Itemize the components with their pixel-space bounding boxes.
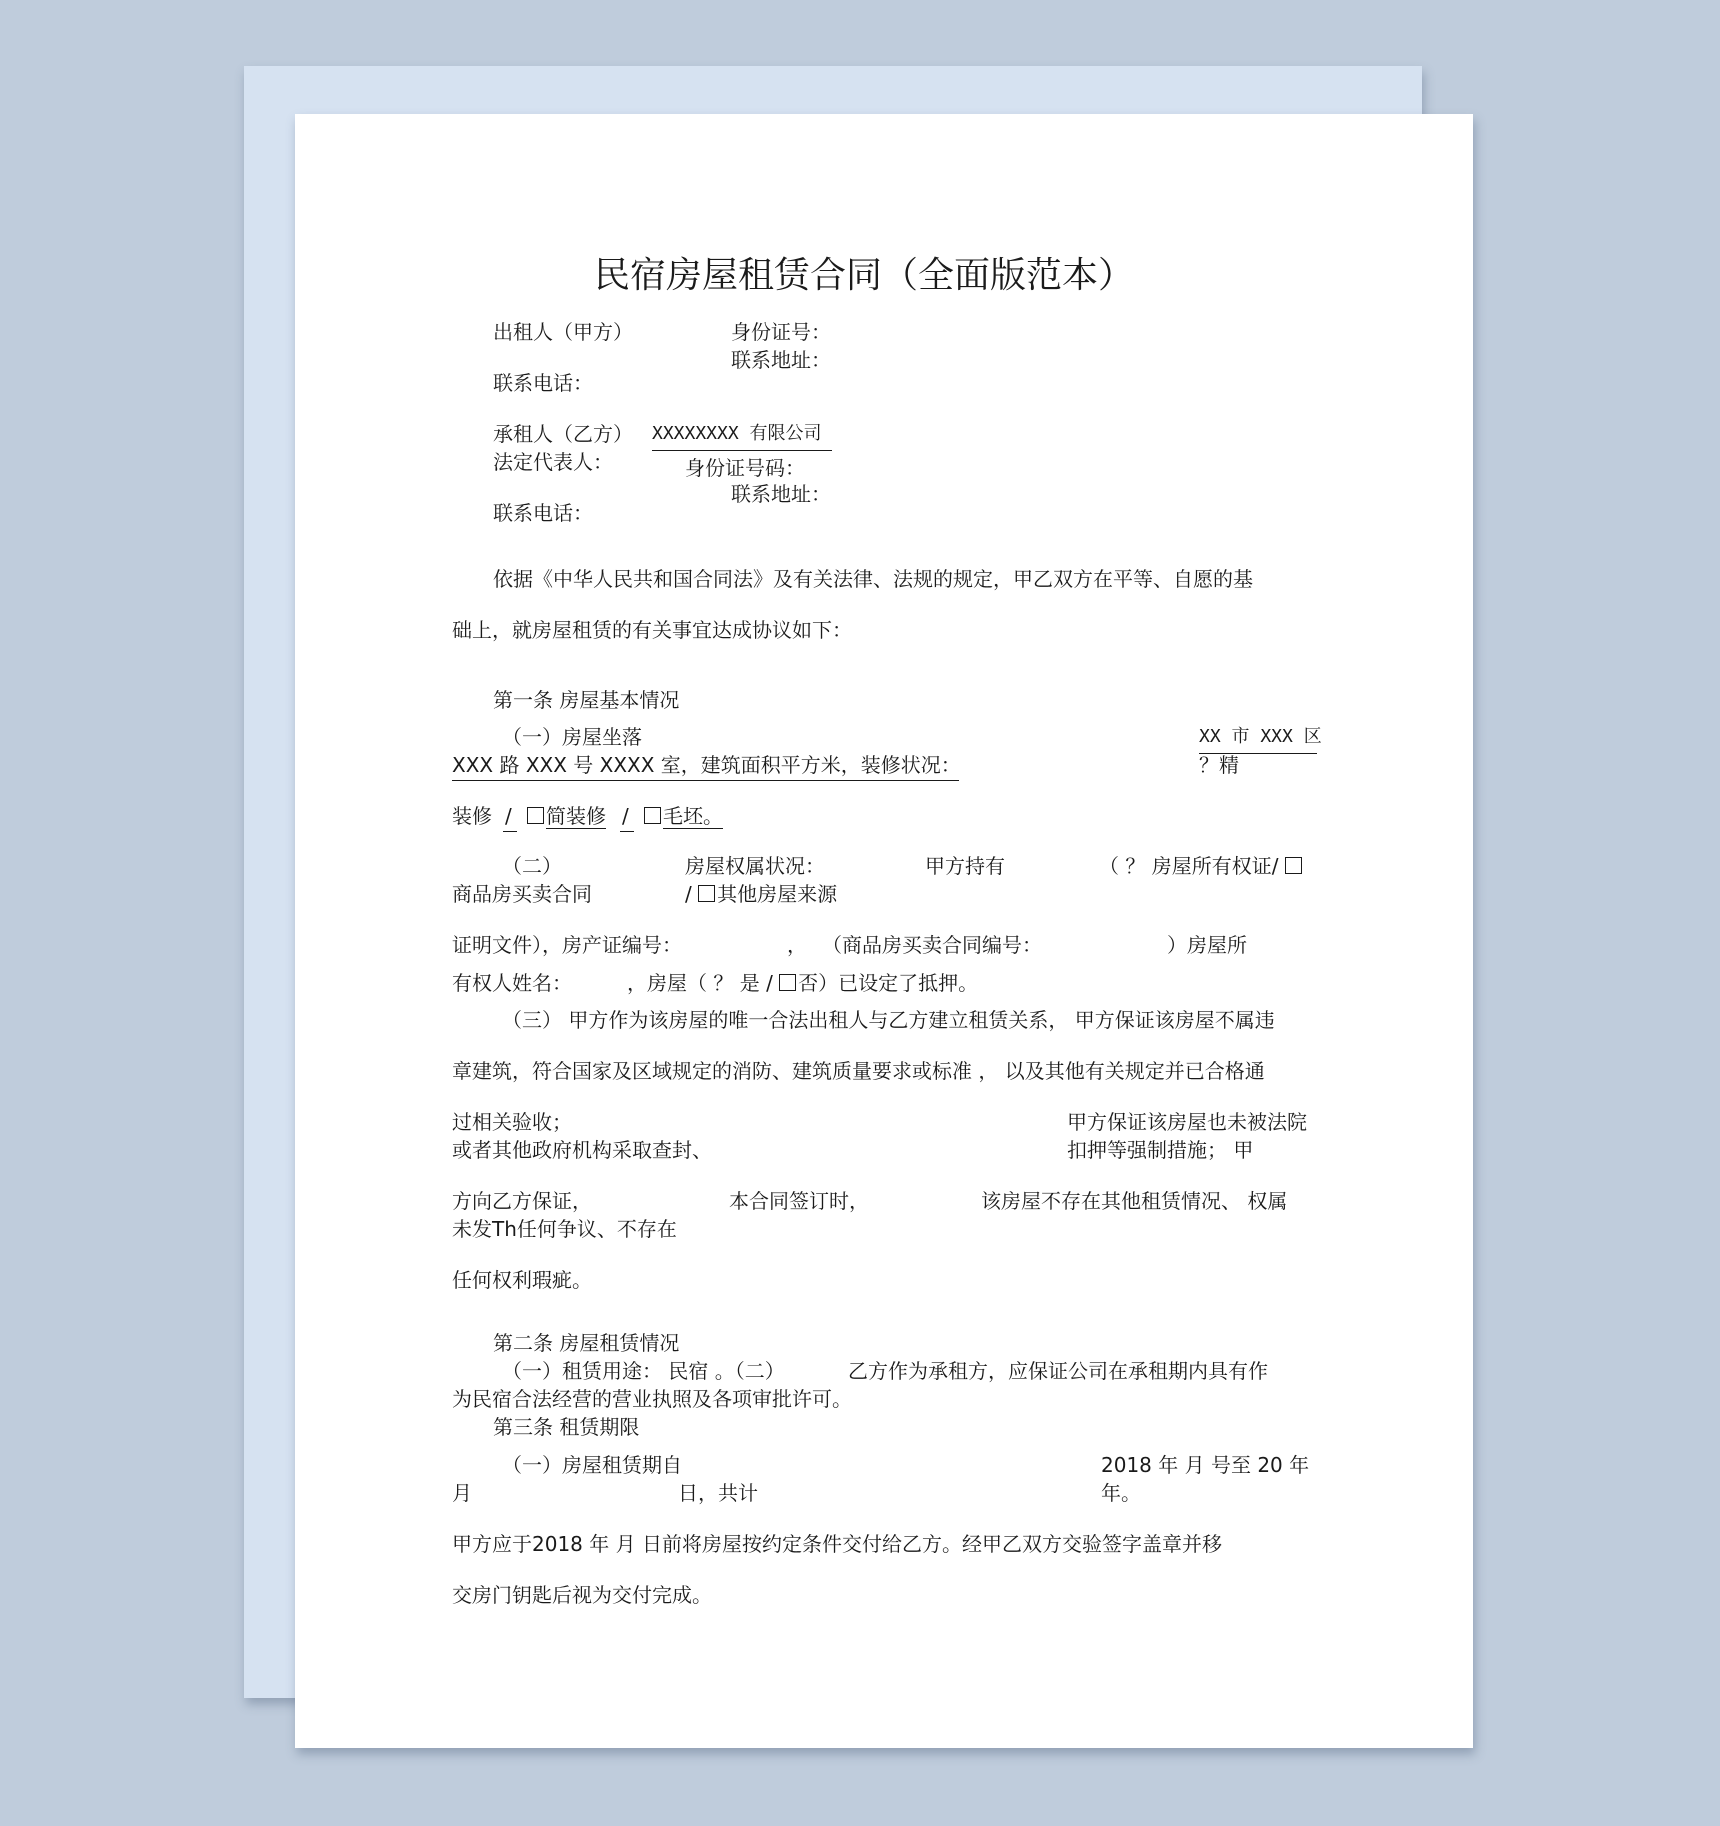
party-a-label: 出租人（甲方） [493, 320, 633, 344]
checkbox-icon [698, 885, 715, 902]
company-underline [652, 450, 832, 451]
article-2-heading: 第二条 房屋租赁情况 [493, 1331, 680, 1355]
art1-s3-line1: （三） 甲方作为该房屋的唯一合法出租人与乙方建立租赁关系， 甲方保证该房屋不属违 [502, 1008, 1275, 1032]
article-1-heading: 第一条 房屋基本情况 [493, 688, 680, 712]
art1-s2-line4b: ，房屋（ ？ 是 / 否）已设定了抵押。 [627, 971, 979, 995]
art1-s2-line3d: ）房屋所 [1167, 933, 1247, 957]
slash: / [505, 804, 512, 828]
art2-line1b: 乙方作为承租方，应保证公司在承租期内具有作 [848, 1359, 1268, 1383]
checkbox-icon [527, 807, 544, 824]
party-b-phone-label: 联系电话： [493, 501, 593, 525]
blank-underline [503, 831, 517, 832]
art1-s3-line6: 未发Th任何争议、不存在 [452, 1217, 677, 1241]
art1-s2-label: 房屋权属状况： [685, 854, 825, 878]
art1-s3-line5a: 方向乙方保证， [452, 1189, 592, 1213]
party-a-phone-label: 联系电话： [493, 371, 593, 395]
art3-line3: 甲方应于2018 年 月 日前将房屋按约定条件交付给乙方。经甲乙双方交验签字盖章并移 [452, 1532, 1222, 1556]
art3-s1e: 年。 [1101, 1481, 1141, 1505]
party-b-id-label: 身份证号码： [685, 456, 805, 480]
art1-s3-line3b: 甲方保证该房屋也未被法院 [1067, 1110, 1307, 1134]
slash: / [622, 804, 629, 828]
art3-s1c: 月 [452, 1481, 472, 1505]
art2-line2: 为民宿合法经营的营业执照及各项审批许可。 [452, 1387, 852, 1411]
art1-s2-line2b: / 其他房屋来源 [685, 882, 838, 906]
art1-s1-line2: XXX 路 XXX 号 XXXX 室，建筑面积平方米，装修状况： [452, 753, 961, 777]
art1-s2-num: （二） [502, 854, 562, 878]
art1-s2-holder: 甲方持有 [925, 854, 1005, 878]
blank-underline [620, 831, 634, 832]
art1-s2-line2a: 商品房买卖合同 [452, 882, 592, 906]
party-a-id-label: 身份证号： [731, 320, 831, 344]
art1-s3-line7: 任何权利瑕疵。 [452, 1268, 592, 1292]
checkbox-icon [779, 974, 796, 991]
art1-s1-q: ？精 [1199, 753, 1239, 777]
checkbox-icon [1285, 857, 1302, 874]
art1-s3-line5c: 该房屋不存在其他租赁情况、 权属 [981, 1189, 1288, 1213]
art1-s2-line3c: （商品房买卖合同编号： [822, 933, 1042, 957]
art1-s3-line4b: 扣押等强制措施； 甲 [1067, 1138, 1254, 1162]
party-b-label: 承租人（乙方） [493, 422, 633, 446]
article-3-heading: 第三条 租赁期限 [493, 1415, 640, 1439]
checkbox-icon [644, 807, 661, 824]
document-title: 民宿房屋租赁合同（全面版范本） [594, 255, 1135, 296]
option-rough: 毛坯。 [644, 803, 723, 829]
art3-line4: 交房门钥匙后视为交付完成。 [452, 1583, 712, 1607]
art1-s3-line4a: 或者其他政府机构采取查封、 [452, 1138, 712, 1162]
art2-line1a: （一）租赁用途： 民宿 。（二） [502, 1359, 785, 1383]
art3-s1d: 日，共计 [678, 1481, 758, 1505]
art1-s1-location: XX 市 XXX 区 [1199, 726, 1322, 747]
preamble-line-1: 依据《中华人民共和国合同法》及有关法律、法规的规定，甲乙双方在平等、自愿的基 [493, 567, 1253, 591]
art1-s1-label: （一）房屋坐落 [502, 725, 642, 749]
art1-s3-line3a: 过相关验收； [452, 1110, 572, 1134]
party-a-address-label: 联系地址： [731, 348, 831, 372]
art1-s3-line5b: 本合同签订时， [729, 1189, 869, 1213]
art1-s2-cert: （ ？ 房屋所有权证/ [1099, 853, 1304, 879]
party-b-company: XXXXXXXX 有限公司 [652, 423, 822, 444]
art1-s2-line3a: 证明文件），房产证编号： [452, 933, 682, 957]
preamble-line-2: 础上，就房屋租赁的有关事宜达成协议如下： [452, 618, 852, 642]
art1-decor-label: 装修 [452, 804, 492, 828]
art1-s2-line3b: ， [787, 933, 807, 957]
art1-s2-line4a: 有权人姓名： [452, 971, 572, 995]
address-underline [452, 780, 959, 781]
party-b-address-label: 联系地址： [731, 482, 831, 506]
art3-s1a: （一）房屋租赁期自 [502, 1453, 682, 1477]
party-b-rep-label: 法定代表人： [493, 450, 613, 474]
option-simple: 简装修 [527, 803, 606, 829]
art1-s3-line2: 章建筑，符合国家及区域规定的消防、建筑质量要求或标准 ， 以及其他有关规定并已合格通 [452, 1059, 1265, 1083]
art3-s1b: 2018 年 月 号至 20 年 [1101, 1453, 1310, 1477]
